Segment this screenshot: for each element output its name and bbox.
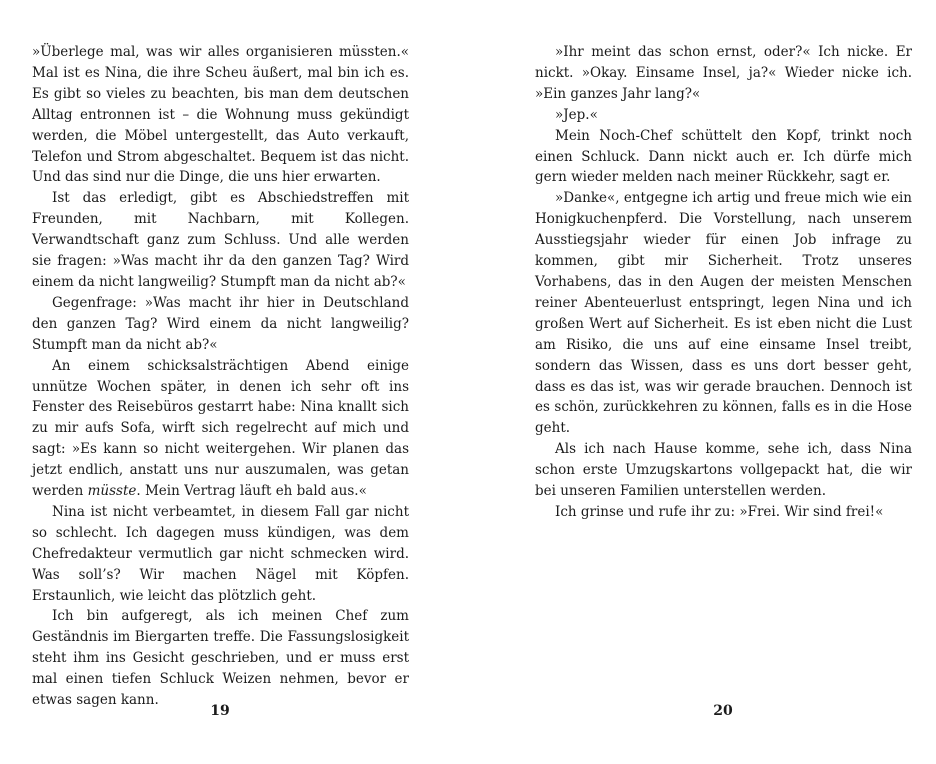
paragraph-text: An einem schicksalsträchtigen Abend einige unnütze Wochen später, in denen ich sehr oft ins Fenster des Reisebüros gestarrt habe: Nina knallt sich zu mir aufs Sofa, wirft sich regelrecht auf mich und sagt: »Es kann so nicht weitergehen. Wir planen das jetzt endlich, anstatt uns nur auszumalen, was getan werden <box>32 357 409 500</box>
italic-word: müsste <box>87 483 137 500</box>
paragraph: Ist das erledigt, gibt es Abschiedstreffen mit Freunden, mit Nachbarn, mit Kollegen. Verwandtschaft ganz zum Schluss. Und alle werden sie fragen: »Was macht ihr da den ganzen Tag? Wird einem da nicht langweilig? Stumpft man da nicht ab?« <box>32 190 409 290</box>
paragraph: Gegenfrage: »Was macht ihr hier in Deutschland den ganzen Tag? Wird einem da nicht langweilig? Stumpft man da nicht ab?« <box>32 294 409 353</box>
paragraph: »Ihr meint das schon ernst, oder?« Ich nicke. Er nickt. »Okay. Einsame Insel, ja?« Wieder nicke ich. »Ein ganzes Jahr lang?« <box>535 44 912 102</box>
page-number: 19 <box>210 703 230 719</box>
paragraph: Mein Noch-Chef schüttelt den Kopf, trinkt noch einen Schluck. Dann nickt auch er. Ich dürfe mich gern wieder melden nach meiner Rückkehr, sagt er. <box>535 127 912 186</box>
page-number: 20 <box>713 703 733 719</box>
left-page-text <box>32 42 409 711</box>
paragraph: »Danke«, entgegne ich artig und freue mich wie ein Honigkuchenpferd. Die Vorstellung, nach unserem Ausstiegsjahr wieder für einen Job infrage zu kommen, gibt mir Sicherheit. Trotz unseres Vorhabens, das in den Augen der meisten Menschen reiner Abenteuerlust entspringt, legen Nina und ich großen Wert auf Sicherheit. Es ist eben nicht die Lust am Risiko, die uns auf eine einsame Insel treibt, sondern das Wissen, dass es uns dort besser geht, dass es das ist, was wir gerade brauchen. Dennoch ist es schön, zurückkehren zu können, falls es in die Hose geht. <box>535 190 912 437</box>
paragraph: »Überlege mal, was wir alles organisieren müssten.« Mal ist es Nina, die ihre Scheu äußert, mal bin ich es. Es gibt so vieles zu beachten, bis man dem deutschen Alltag entronnen ist – die Wohnung muss gekündigt werden, die Möbel untergestellt, das Auto verkauft, Telefon und Strom abgeschaltet. Bequem ist das nicht. Und das sind nur die Dinge, die uns hier erwarten. <box>32 44 409 186</box>
right-page-text <box>535 42 912 523</box>
paragraph: Nina ist nicht verbeamtet, in diesem Fall gar nicht so schlecht. Ich dagegen muss kündigen, was dem Chefredakteur vermutlich gar nicht schmecken wird. Was soll’s? Wir machen Nägel mit Köpfen. Erstaunlich, wie leicht das plötzlich geht. <box>32 503 409 604</box>
paragraph: Als ich nach Hause komme, sehe ich, dass Nina schon erste Umzugskartons vollgepackt hat, die wir bei unseren Familien unterstellen werden. <box>535 441 912 500</box>
paragraph <box>32 356 409 502</box>
paragraph: Ich bin aufgeregt, als ich meinen Chef zum Geständnis im Biergarten treffe. Die Fassungslosigkeit steht ihm ins Gesicht geschrieben, und er muss erst mal einen tiefen Schluck Weizen nehmen, bevor er etwas sagen kann. <box>32 608 409 709</box>
paragraph-tail: . Mein Vertrag läuft eh bald aus.« <box>136 483 367 500</box>
right-page <box>468 0 936 764</box>
paragraph: Ich grinse und rufe ihr zu: »Frei. Wir sind frei!« <box>555 503 884 520</box>
paragraph: »Jep.« <box>555 106 598 123</box>
